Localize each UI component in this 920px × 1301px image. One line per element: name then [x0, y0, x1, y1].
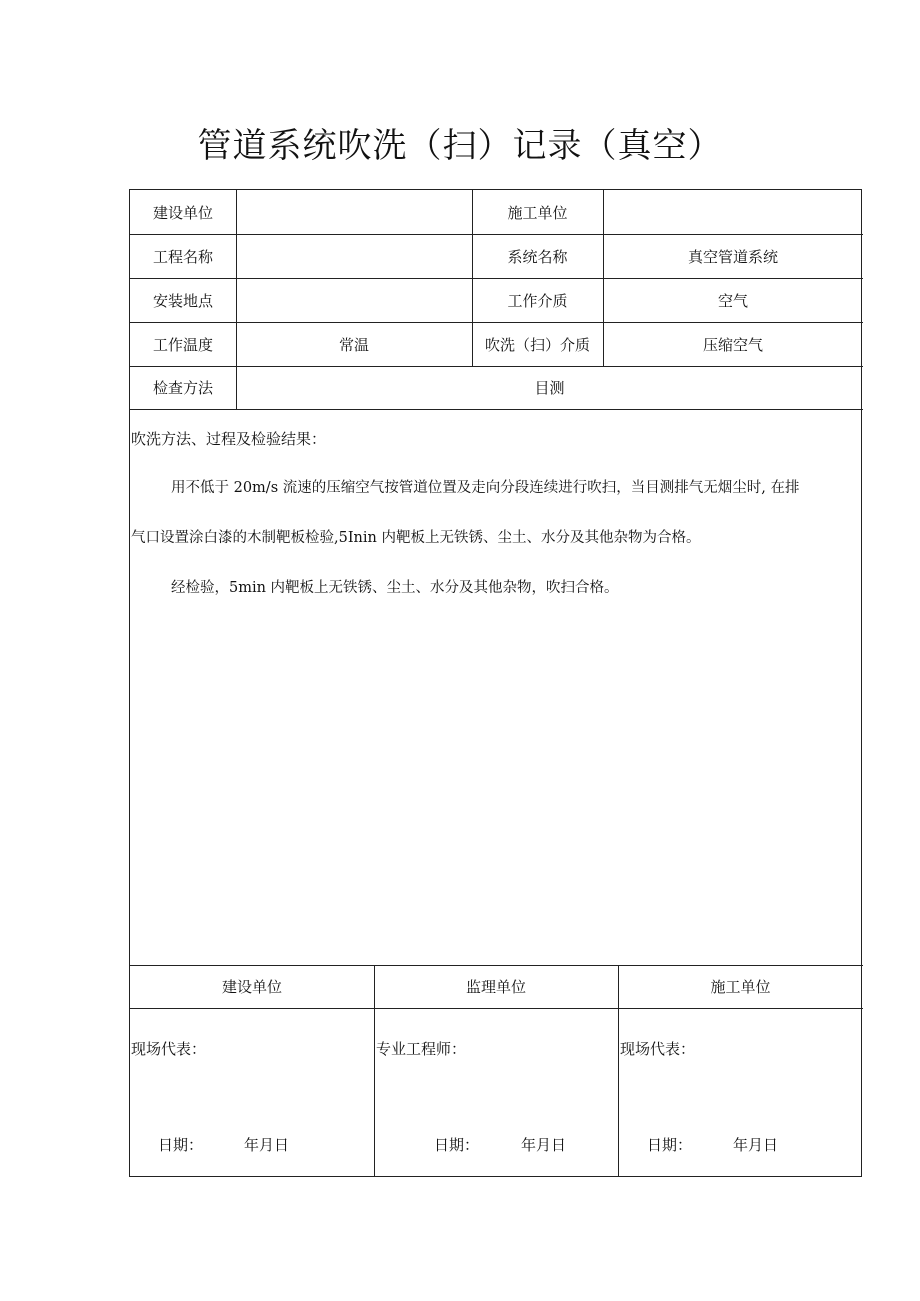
work-temp-label: 工作温度 — [152, 335, 213, 354]
row-divider — [130, 1008, 863, 1009]
record-form — [129, 189, 862, 1177]
result-paragraph-1-line-1: 用不低于 20m/s 流速的压缩空气按管道位置及走向分段连续进行吹扫，当目测排气无烟尘时, 在排 — [171, 480, 800, 496]
install-site-value[interactable] — [236, 278, 472, 322]
sign-date-label-supervision-unit: 日期： — [434, 1136, 480, 1154]
system-name-label: 系统名称 — [507, 247, 568, 266]
work-temp-value[interactable]: 常温 — [338, 335, 369, 354]
sign-date-ymd-construct-unit[interactable]: 年月日 — [733, 1136, 779, 1154]
work-medium-label: 工作介质 — [507, 291, 568, 310]
build-unit-value[interactable] — [236, 190, 472, 234]
work-medium-value[interactable]: 空气 — [717, 291, 748, 310]
page-title: 管道系统吹洗（扫）记录（真空） — [197, 126, 723, 166]
purge-medium-label: 吹洗（扫）介质 — [484, 335, 590, 354]
sign-date-ymd-supervision-unit[interactable]: 年月日 — [521, 1136, 567, 1154]
result-heading: 吹洗方法、过程及检验结果： — [131, 430, 327, 448]
project-name-value[interactable] — [236, 234, 472, 278]
construct-unit-label: 施工单位 — [507, 203, 568, 222]
purge-medium-value[interactable]: 压缩空气 — [702, 335, 763, 354]
system-name-value[interactable]: 真空管道系统 — [687, 247, 778, 266]
inspect-method-label: 检查方法 — [152, 379, 213, 397]
sign-rep-build-unit[interactable]: 现场代表： — [131, 1040, 207, 1058]
sign-date-label-build-unit: 日期： — [158, 1136, 204, 1154]
sign-header-construct-unit: 施工单位 — [710, 978, 771, 996]
construct-unit-value[interactable] — [603, 190, 863, 234]
row-divider — [130, 409, 863, 410]
sign-header-build-unit: 建设单位 — [221, 978, 282, 996]
install-site-label: 安装地点 — [152, 291, 213, 310]
sign-rep-supervision-unit[interactable]: 专业工程师： — [376, 1040, 467, 1058]
project-name-label: 工程名称 — [152, 247, 213, 266]
result-paragraph-2: 经检验，5min 内靶板上无铁锈、尘土、水分及其他杂物，吹扫合格。 — [171, 580, 619, 596]
sign-rep-construct-unit[interactable]: 现场代表： — [620, 1040, 696, 1058]
sign-header-supervision-unit: 监理单位 — [465, 978, 526, 996]
inspect-method-value[interactable]: 目测 — [534, 379, 565, 397]
sign-date-ymd-build-unit[interactable]: 年月日 — [244, 1136, 290, 1154]
build-unit-label: 建设单位 — [152, 203, 213, 222]
result-paragraph-1-line-2: 气口设置涂白漆的木制靶板检验,5Inin 内靶板上无铁锈、尘土、水分及其他杂物为合格。 — [131, 530, 701, 546]
sign-date-label-construct-unit: 日期： — [647, 1136, 693, 1154]
